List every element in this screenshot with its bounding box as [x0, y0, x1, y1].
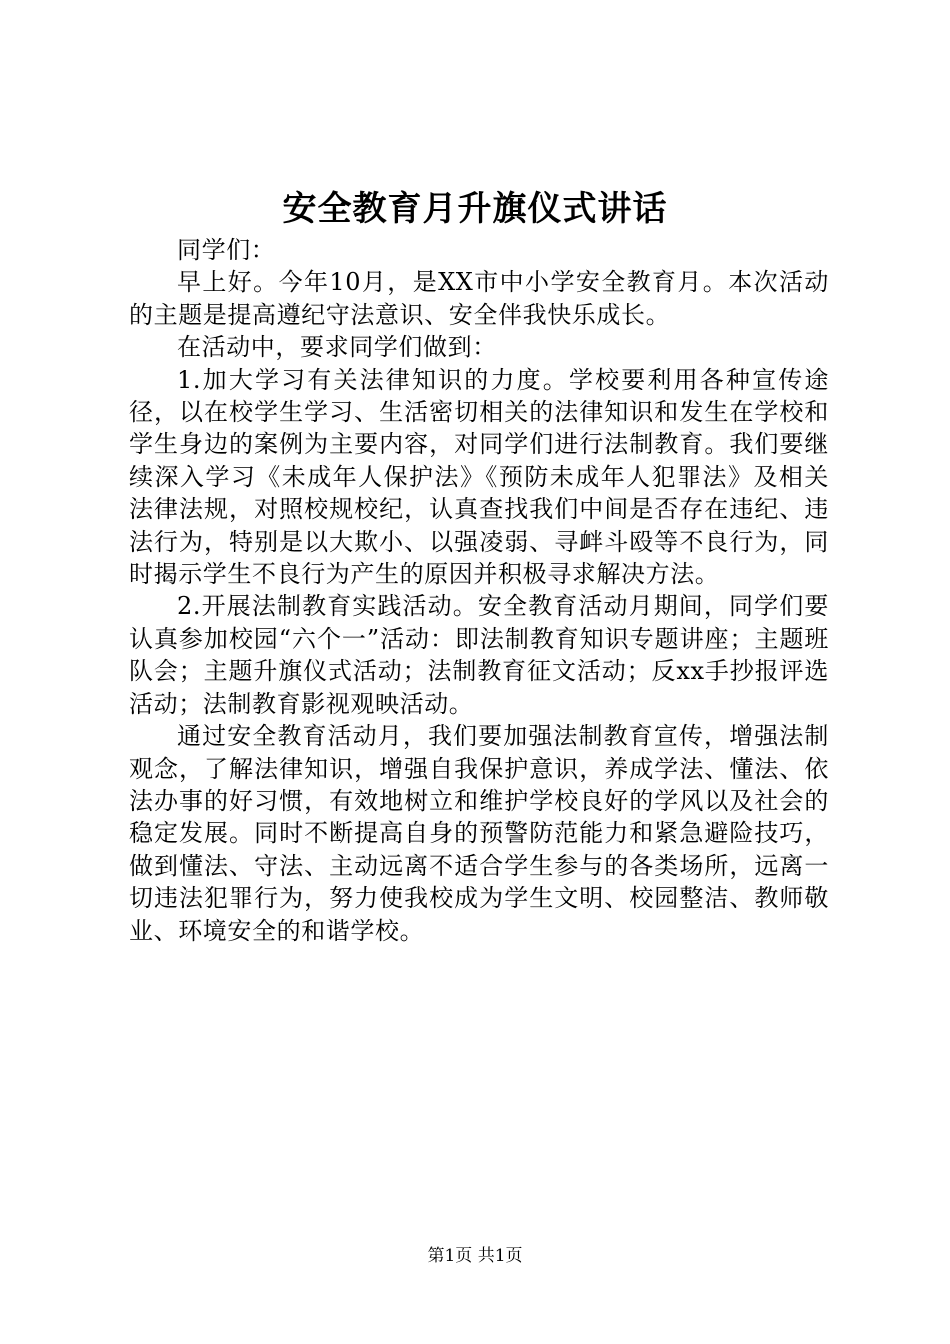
- document-body: [129, 234, 829, 947]
- requirement-1-paragraph: 1.加大学习有关法律知识的力度。学校要利用各种宣传途径，以在校学生学习、生活密切相关的法律知识和发生在学校和学生身边的案例为主要内容，对同学们进行法制教育。我们要继续深入学习《未成年人保护法》《预防未成年人犯罪法》及相关法律法规，对照校规校纪，认真查找我们中间是否存在违纪、违法行为，特别是以大欺小、以强凌弱、寻衅斗殴等不良行为，同时揭示学生不良行为产生的原因并积极寻求解决方法。: [129, 365, 829, 589]
- requirements-intro-paragraph: 在活动中，要求同学们做到：: [177, 333, 497, 362]
- page-number-footer: 第1页 共1页: [427, 1246, 523, 1266]
- opening-paragraph: 早上好。今年10月，是XX市中小学安全教育月。本次活动的主题是提高遵纪守法意识、安全伴我快乐成长。: [129, 268, 829, 329]
- requirement-2-paragraph: 2.开展法制教育实践活动。安全教育活动月期间，同学们要认真参加校园“六个一”活动：即法制教育知识专题讲座；主题班队会；主题升旗仪式活动；法制教育征文活动；反xx手抄报评选活动；法制教育影视观映活动。: [129, 592, 829, 718]
- closing-paragraph: 通过安全教育活动月，我们要加强法制教育宣传，增强法制观念，了解法律知识，增强自我保护意识，养成学法、懂法、依法办事的好习惯，有效地树立和维护学校良好的学风以及社会的稳定发展。同时不断提高自身的预警防范能力和紧急避险技巧，做到懂法、守法、主动远离不适合学生参与的各类场所，远离一切违法犯罪行为，努力使我校成为学生文明、校园整洁、教师敬业、环境安全的和谐学校。: [129, 722, 829, 945]
- document-title: 安全教育月升旗仪式讲话: [282, 189, 668, 229]
- greeting-paragraph: 同学们：: [177, 236, 276, 264]
